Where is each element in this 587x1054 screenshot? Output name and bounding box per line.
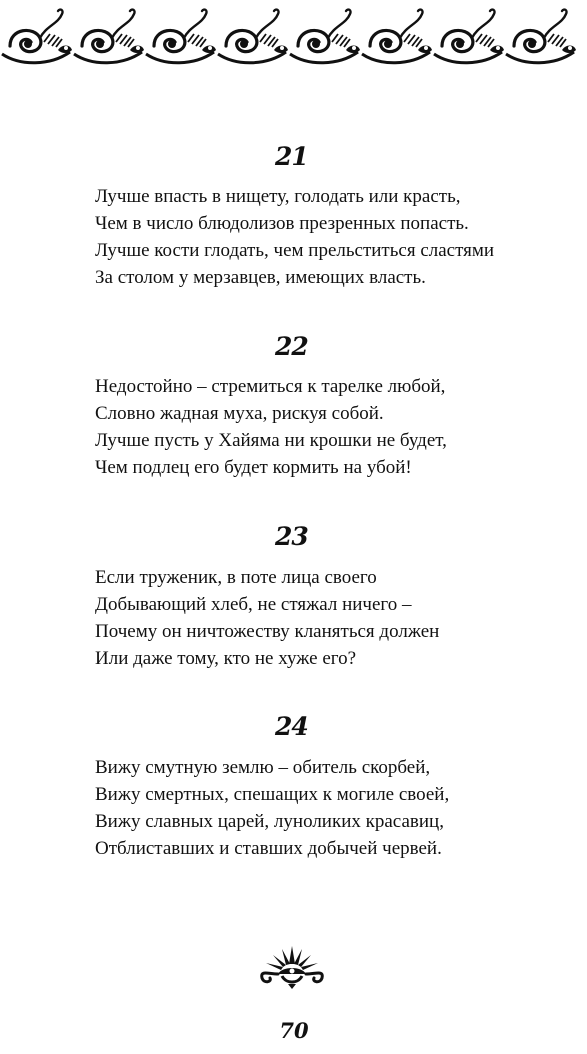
poem-line: Вижу смертных, спешащих к могиле своей, xyxy=(95,784,450,805)
poem-number: 24 xyxy=(275,712,308,741)
poem-line: За столом у мерзавцев, имеющих власть. xyxy=(95,267,426,288)
poem-line: Лучше кости глодать, чем прельститься сластями xyxy=(95,240,495,261)
poem-line: Чем в число блюдолизов презренных попасть. xyxy=(95,213,469,234)
poem-line: Почему он ничтожеству кланяться должен xyxy=(95,621,440,642)
page-number: 70 xyxy=(279,1018,309,1043)
poem-line: Добывающий хлеб, не стяжал ничего – xyxy=(95,594,412,615)
poem-line: Отблиставших и ставших добычей червей. xyxy=(95,838,442,859)
poem-line: Недостойно – стремиться к тарелке любой, xyxy=(95,376,446,397)
poem-line: Или даже тому, кто не хуже его? xyxy=(95,648,356,669)
poem-number: 23 xyxy=(275,522,308,551)
poem-stanza xyxy=(95,183,575,291)
poem-line: Вижу смутную землю – обитель скорбей, xyxy=(95,757,431,778)
palmette-ornament-icon xyxy=(252,940,332,990)
poem-line: Если труженик, в поте лица своего xyxy=(95,567,377,588)
poem-number: 21 xyxy=(275,142,308,171)
poem-line: Вижу славных царей, луноликих красавиц, xyxy=(95,811,444,832)
poem-stanza xyxy=(95,564,575,672)
poem-stanza xyxy=(95,754,575,862)
poem-line: Лучше пусть у Хайяма ни крошки не будет, xyxy=(95,430,447,451)
poem-number: 22 xyxy=(275,332,308,361)
poem-line: Чем подлец его будет кормить на убой! xyxy=(95,457,412,478)
decorative-border-top xyxy=(0,6,587,68)
poem-line: Словно жадная муха, рискуя собой. xyxy=(95,403,384,424)
poem-stanza xyxy=(95,373,575,481)
poem-line: Лучше впасть в нищету, голодать или красть, xyxy=(95,186,461,207)
